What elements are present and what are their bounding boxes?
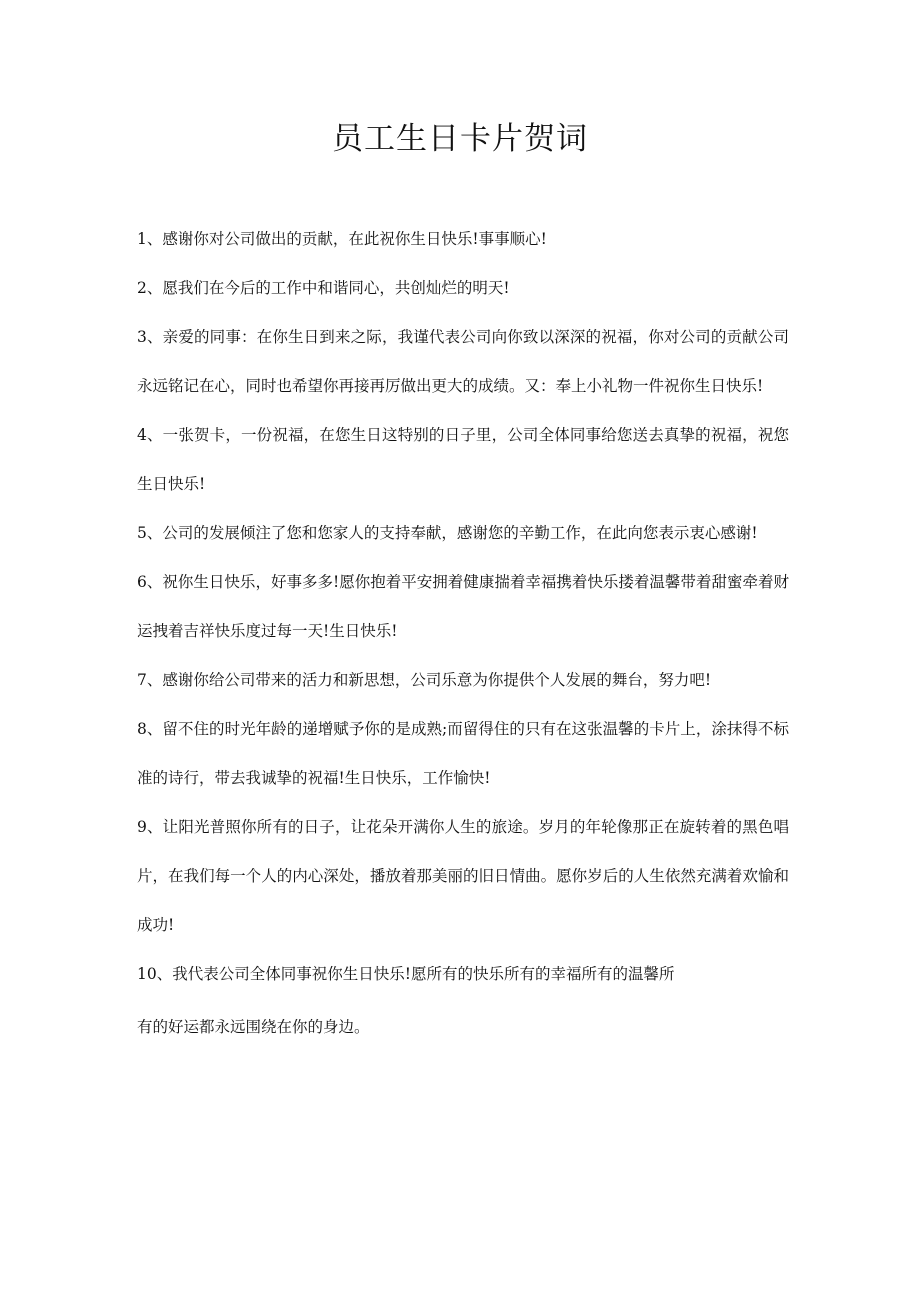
paragraph-10-line-1: 10、我代表公司全体同事祝你生日快乐!愿所有的快乐所有的幸福所有的温馨所 xyxy=(137,965,675,983)
paragraph-7: 7、感谢你给公司带来的活力和新思想，公司乐意为你提供个人发展的舞台，努力吧! xyxy=(137,671,712,689)
paragraph-5: 5、公司的发展倾注了您和您家人的支持奉献，感谢您的辛勤工作，在此向您表示衷心感谢! xyxy=(137,524,758,542)
document-title: 员工生日卡片贺词 xyxy=(332,121,588,157)
paragraph-3: 3、亲爱的同事：在你生日到来之际，我谨代表公司向你致以深深的祝福，你对公司的贡献公司永远铭记在心，同时也希望你再接再厉做出更大的成绩。又：奉上小礼物一件祝你生日快乐! xyxy=(137,328,789,395)
document-body xyxy=(137,215,789,1052)
paragraph-8: 8、留不住的时光年龄的递增赋予你的是成熟;而留得住的只有在这张温馨的卡片上，涂抹得不标准的诗行，带去我诚挚的祝福!生日快乐，工作愉快! xyxy=(137,720,789,787)
paragraph-1: 1、感谢你对公司做出的贡献，在此祝你生日快乐!事事顺心! xyxy=(137,230,547,248)
paragraph-10-line-2: 有的好运都永远围绕在你的身边。 xyxy=(137,1018,370,1036)
paragraph-6: 6、祝你生日快乐，好事多多!愿你抱着平安拥着健康揣着幸福携着快乐搂着温馨带着甜蜜牵着财运拽着吉祥快乐度过每一天!生日快乐! xyxy=(137,573,789,640)
paragraph-4: 4、一张贺卡，一份祝福，在您生日这特别的日子里，公司全体同事给您送去真挚的祝福，祝您生日快乐! xyxy=(137,426,789,493)
paragraph-10 xyxy=(137,950,789,1052)
paragraph-9: 9、让阳光普照你所有的日子，让花朵开满你人生的旅途。岁月的年轮像那正在旋转着的黑色唱片，在我们每一个人的内心深处，播放着那美丽的旧日情曲。愿你岁后的人生依然充满着欢愉和成功! xyxy=(137,818,789,934)
paragraph-2: 2、愿我们在今后的工作中和谐同心，共创灿烂的明天! xyxy=(137,279,510,297)
